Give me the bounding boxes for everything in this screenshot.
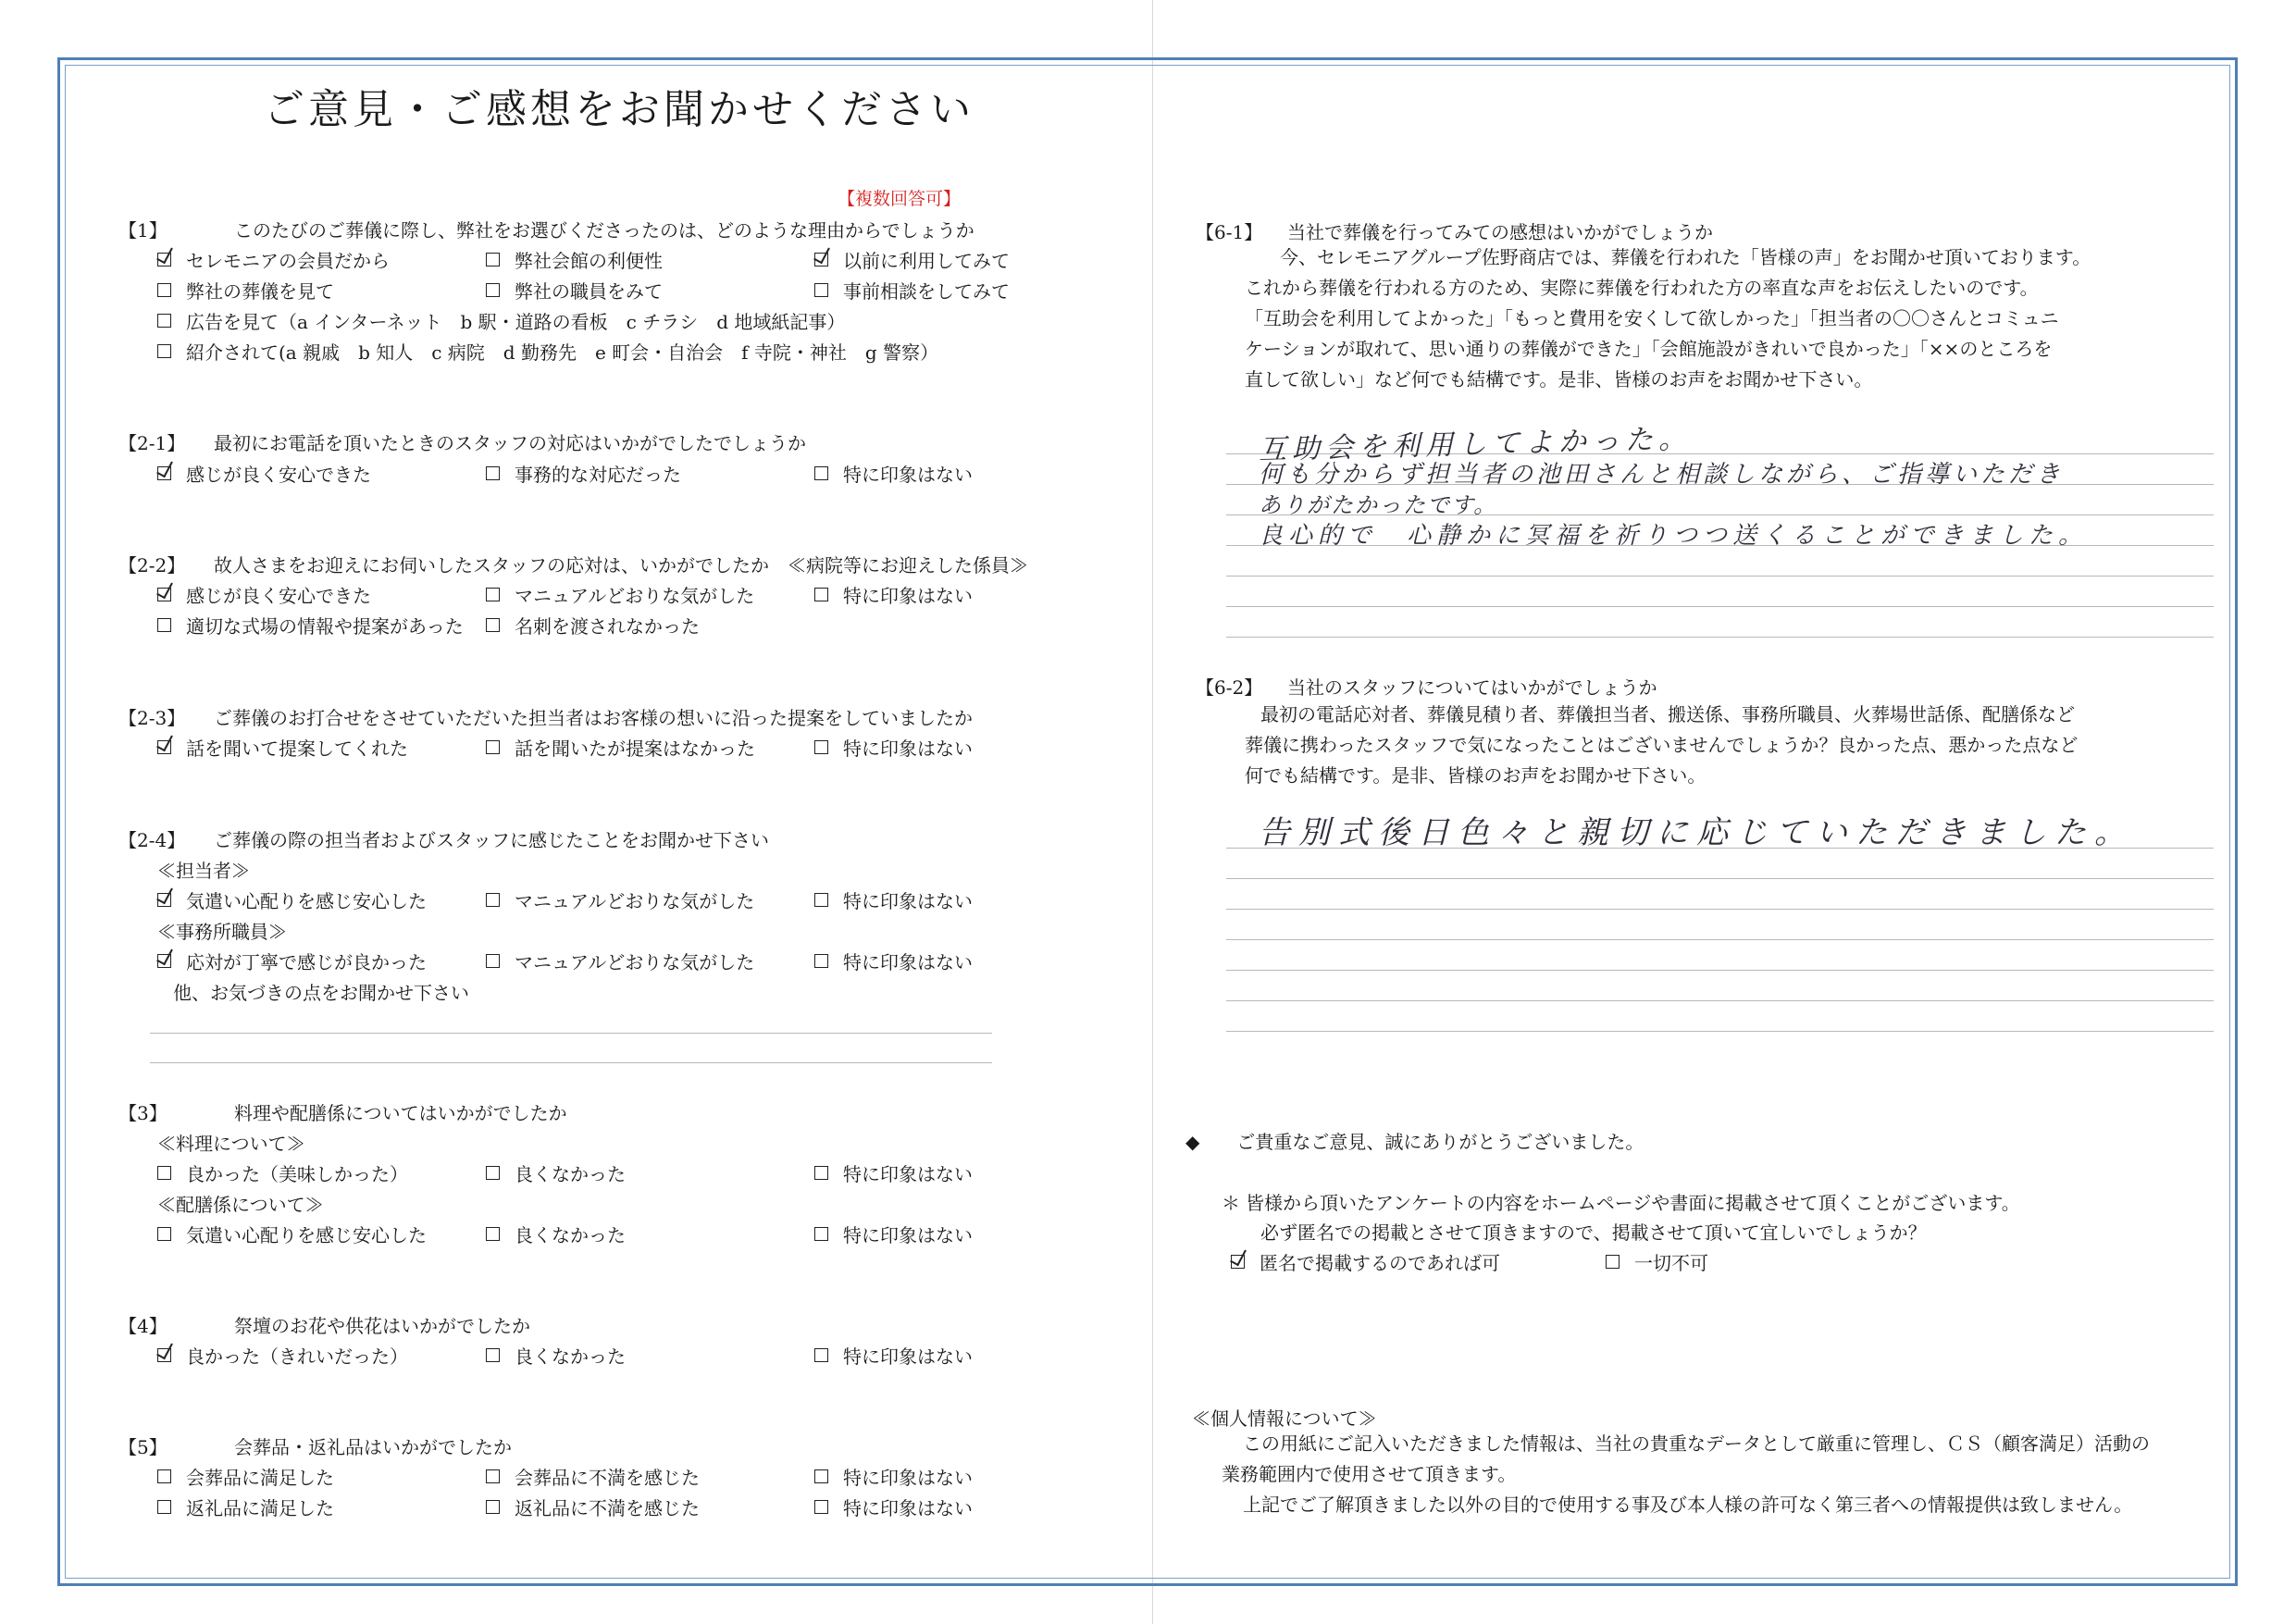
question-number: 【6-2】 bbox=[1196, 676, 1263, 699]
question-2-4 bbox=[118, 825, 769, 852]
question-text: ご葬儀の際の担当者およびスタッフに感じたことをお聞かせ下さい bbox=[214, 829, 769, 851]
q1-option-ad[interactable]: 広告を見て（a インターネット b 駅・道路の看板 c チラシ d 地域紙記事） bbox=[157, 307, 845, 334]
q22-option-good[interactable]: 感じが良く安心できた bbox=[157, 581, 371, 608]
q22-option-no-card[interactable]: 名刺を渡されなかった bbox=[486, 612, 700, 638]
checkbox[interactable] bbox=[157, 283, 171, 297]
checkbox[interactable] bbox=[814, 1348, 828, 1362]
q61-intro-line: 「互助会を利用してよかった」「もっと費用を安くして欲しかった」「担当者の〇〇さんとコミュニ bbox=[1245, 307, 2059, 329]
subheading-office-staff: ≪事務所職員≫ bbox=[157, 921, 287, 943]
question-2-1 bbox=[118, 428, 806, 455]
checkbox-checked[interactable] bbox=[157, 740, 171, 754]
question-number: 【4】 bbox=[118, 1315, 168, 1337]
q24-staff-option-caring[interactable]: 気遣い心配りを感じ安心した bbox=[157, 886, 427, 913]
answer-line[interactable] bbox=[1226, 939, 2214, 940]
question-2-2 bbox=[118, 551, 1028, 577]
handwritten-answer-line: ありがたかったです。 bbox=[1259, 492, 1498, 518]
subheading-servers: ≪配膳係について≫ bbox=[157, 1194, 324, 1216]
question-text: 料理や配膳係についてはいかがでしたか bbox=[234, 1102, 567, 1124]
q23-option-listened[interactable]: 話を聞いて提案してくれた bbox=[157, 734, 408, 761]
handwritten-answer-line: 互助会を利用してよかった。 bbox=[1258, 422, 1693, 467]
diamond-icon: ◆ bbox=[1185, 1131, 1200, 1153]
answer-line[interactable] bbox=[1226, 909, 2214, 910]
page-title: ご意見・ご感想をお聞かせください bbox=[264, 86, 974, 133]
answer-line[interactable] bbox=[1226, 1031, 2214, 1032]
q21-option-no-impression[interactable]: 特に印象はない bbox=[814, 460, 973, 487]
q5-option-gift-satisfied[interactable]: 会葬品に満足した bbox=[157, 1463, 334, 1490]
question-3 bbox=[118, 1098, 567, 1125]
checkbox-checked[interactable] bbox=[1231, 1255, 1245, 1269]
q23-option-no-proposal[interactable]: 話を聞いたが提案はなかった bbox=[486, 734, 755, 761]
checkbox[interactable] bbox=[814, 893, 828, 907]
question-2-3 bbox=[118, 703, 973, 730]
checkbox[interactable] bbox=[814, 1166, 828, 1180]
q5-option-return-no-impression[interactable]: 特に印象はない bbox=[814, 1494, 973, 1520]
q4-option-no-impression[interactable]: 特に印象はない bbox=[814, 1342, 973, 1369]
handwritten-answer-line: 告別式後日色々と親切に応じていただきました。 bbox=[1259, 814, 2134, 851]
q24-office-option-polite[interactable]: 応対が丁寧で感じが良かった bbox=[157, 948, 427, 974]
checkbox-checked[interactable] bbox=[157, 954, 171, 968]
q3-server-option-no-impression[interactable]: 特に印象はない bbox=[814, 1221, 973, 1247]
q1-option-staff[interactable]: 弊社の職員をみて bbox=[486, 277, 663, 304]
q1-option-member[interactable]: セレモニアの会員だから bbox=[157, 246, 390, 273]
q3-server-option-caring[interactable]: 気遣い心配りを感じ安心した bbox=[157, 1221, 427, 1247]
q24-office-option-manual[interactable]: マニュアルどおりな気がした bbox=[486, 948, 754, 974]
q61-intro-line: これから葬儀を行われる方のため、実際に葬儀を行われた方の率直な声をお伝えしたいのです。 bbox=[1245, 277, 2039, 299]
checkbox[interactable] bbox=[486, 740, 500, 754]
checkbox[interactable] bbox=[157, 344, 171, 358]
checkbox-checked[interactable] bbox=[157, 1348, 171, 1362]
checkbox[interactable] bbox=[486, 954, 500, 968]
checkbox[interactable] bbox=[157, 1166, 171, 1180]
q22-option-venue-info[interactable]: 適切な式場の情報や提案があった bbox=[157, 612, 464, 638]
q62-intro-line: 葬儀に携わったスタッフで気になったことはございませんでしょうか？良かった点、悪かった点など bbox=[1245, 734, 2079, 756]
checkbox[interactable] bbox=[814, 1469, 828, 1483]
q4-option-bad[interactable]: 良くなかった bbox=[486, 1342, 626, 1369]
checkbox[interactable] bbox=[486, 588, 500, 601]
question-number: 【5】 bbox=[118, 1436, 168, 1458]
q3-food-option-no-impression[interactable]: 特に印象はない bbox=[814, 1159, 973, 1186]
checkbox[interactable] bbox=[486, 893, 500, 907]
multiple-answer-note: 【複数回答可】 bbox=[838, 189, 962, 209]
checkbox[interactable] bbox=[814, 283, 828, 297]
checkbox[interactable] bbox=[157, 314, 171, 328]
q4-option-good[interactable]: 良かった（きれいだった） bbox=[157, 1342, 408, 1369]
q61-intro-line: 直して欲しい」など何でも結構です。是非、皆様のお声をお聞かせ下さい。 bbox=[1245, 368, 1873, 391]
q61-intro-line: ケーションが取れて、思い通りの葬儀ができた」「会館施設がきれいで良かった」「××のところを bbox=[1245, 338, 2053, 360]
checkbox[interactable] bbox=[814, 1500, 828, 1514]
question-6-1 bbox=[1196, 217, 1713, 244]
checkbox-checked[interactable] bbox=[157, 466, 171, 480]
q1-option-consultation[interactable]: 事前相談をしてみて bbox=[814, 277, 1010, 304]
answer-line[interactable] bbox=[1226, 1000, 2214, 1001]
checkbox[interactable] bbox=[486, 1500, 500, 1514]
publish-notice: ＊ 皆様から頂いたアンケートの内容をホームページや書面に掲載させて頂くことがございます。 bbox=[1222, 1192, 2020, 1214]
handwritten-answer-line: 良心的で 心静かに冥福を祈りつつ送くることができました。 bbox=[1259, 522, 2089, 550]
checkbox[interactable] bbox=[486, 283, 500, 297]
checkbox[interactable] bbox=[486, 618, 500, 632]
question-text: このたびのご葬儀に際し、弊社をお選びくださったのは、どのような理由からでしょうか bbox=[234, 219, 974, 242]
publish-option-anonymous[interactable]: 匿名で掲載するのであれば可 bbox=[1231, 1248, 1500, 1275]
question-text: 最初にお電話を頂いたときのスタッフの対応はいかがでしたでしょうか bbox=[214, 432, 806, 454]
comment-line[interactable] bbox=[150, 1033, 992, 1034]
privacy-line: 業務範囲内で使用させて頂きます。 bbox=[1222, 1463, 1517, 1485]
checkbox[interactable] bbox=[486, 253, 500, 267]
question-number: 【2-4】 bbox=[118, 829, 186, 851]
publish-option-refuse[interactable]: 一切不可 bbox=[1606, 1248, 1708, 1275]
question-4 bbox=[118, 1311, 530, 1338]
question-text: 当社のスタッフについてはいかがでしょうか bbox=[1287, 676, 1657, 699]
answer-line[interactable] bbox=[1226, 878, 2214, 879]
thanks-message: ◆ ご貴重なご意見、誠にありがとうございました。 bbox=[1185, 1131, 1644, 1153]
q1-option-hall[interactable]: 弊社会館の利便性 bbox=[486, 246, 663, 273]
q5-option-gift-dissatisfied[interactable]: 会葬品に不満を感じた bbox=[486, 1463, 700, 1490]
question-number: 【3】 bbox=[118, 1102, 168, 1124]
q3-food-option-good[interactable]: 良かった（美味しかった） bbox=[157, 1159, 408, 1186]
q23-option-no-impression[interactable]: 特に印象はない bbox=[814, 734, 973, 761]
q22-option-manual[interactable]: マニュアルどおりな気がした bbox=[486, 581, 754, 608]
q3-server-option-bad[interactable]: 良くなかった bbox=[486, 1221, 626, 1247]
q62-intro-line: 最初の電話応対者、葬儀見積り者、葬儀担当者、搬送係、事務所職員、火葬場世話係、配膳係など bbox=[1260, 703, 2075, 725]
q1-option-referral[interactable]: 紹介されて(a 親戚 b 知人 c 病院 d 勤務先 e 町会・自治会 f 寺院・神社 g 警察） bbox=[157, 338, 938, 365]
checkbox[interactable] bbox=[814, 588, 828, 601]
checkbox-checked[interactable] bbox=[157, 253, 171, 267]
answer-line[interactable] bbox=[1226, 606, 2214, 607]
answer-line[interactable] bbox=[1226, 970, 2214, 971]
q21-option-good[interactable]: 感じが良く安心できた bbox=[157, 460, 371, 487]
q1-option-used-before[interactable]: 以前に利用してみて bbox=[814, 246, 1010, 273]
question-1 bbox=[118, 216, 974, 242]
question-text: 故人さまをお迎えにお伺いしたスタッフの応対は、いかがでしたか ≪病院等にお迎えした係員≫ bbox=[214, 554, 1028, 576]
checkbox[interactable] bbox=[814, 954, 828, 968]
question-text: 当社で葬儀を行ってみての感想はいかがでしょうか bbox=[1287, 221, 1713, 243]
question-text: 祭壇のお花や供花はいかがでしたか bbox=[234, 1315, 530, 1337]
q5-option-return-dissatisfied[interactable]: 返礼品に不満を感じた bbox=[486, 1494, 700, 1520]
checkbox-checked[interactable] bbox=[157, 588, 171, 601]
comment-line[interactable] bbox=[150, 1062, 992, 1063]
privacy-line: 上記でご了解頂きました以外の目的で使用する事及び本人様の許可なく第三者への情報提供は致しません。 bbox=[1243, 1494, 2133, 1516]
q3-food-option-bad[interactable]: 良くなかった bbox=[486, 1159, 626, 1186]
question-text: ご葬儀のお打合せをさせていただいた担当者はお客様の想いに沿った提案をしていましたか bbox=[214, 707, 973, 729]
handwritten-answer-line: 何も分からず担当者の池田さんと相談しながら、ご指導いただき bbox=[1259, 461, 2065, 489]
privacy-heading: ≪個人情報について≫ bbox=[1192, 1407, 1377, 1430]
question-number: 【2-1】 bbox=[118, 432, 186, 454]
checkbox[interactable] bbox=[1606, 1255, 1620, 1269]
answer-line[interactable] bbox=[1226, 637, 2214, 638]
checkbox[interactable] bbox=[157, 1469, 171, 1483]
question-number: 【2-2】 bbox=[118, 554, 186, 576]
checkbox[interactable] bbox=[486, 1348, 500, 1362]
q62-intro-line: 何でも結構です。是非、皆様のお声をお聞かせ下さい。 bbox=[1245, 764, 1706, 787]
checkbox[interactable] bbox=[814, 740, 828, 754]
question-number: 【6-1】 bbox=[1196, 221, 1263, 243]
q24-staff-option-manual[interactable]: マニュアルどおりな気がした bbox=[486, 886, 754, 913]
publish-question: 必ず匿名での掲載とさせて頂きますので、掲載させて頂いて宜しいでしょうか？ bbox=[1260, 1221, 1927, 1244]
subheading-food: ≪料理について≫ bbox=[157, 1133, 305, 1155]
privacy-line: この用紙にご記入いただきました情報は、当社の貴重なデータとして厳重に管理し、ＣＳ（顧客満足）活動の bbox=[1243, 1432, 2150, 1455]
checkbox[interactable] bbox=[157, 1227, 171, 1241]
checkbox[interactable] bbox=[157, 1500, 171, 1514]
q1-option-saw-funeral[interactable]: 弊社の葬儀を見て bbox=[157, 277, 334, 304]
q24-staff-option-no-impression[interactable]: 特に印象はない bbox=[814, 886, 973, 913]
checkbox[interactable] bbox=[157, 618, 171, 632]
question-6-2 bbox=[1196, 673, 1657, 700]
checkbox[interactable] bbox=[814, 466, 828, 480]
subheading-staff-in-charge: ≪担当者≫ bbox=[157, 860, 250, 882]
checkbox[interactable] bbox=[486, 1166, 500, 1180]
checkbox[interactable] bbox=[486, 466, 500, 480]
q5-option-return-satisfied[interactable]: 返礼品に満足した bbox=[157, 1494, 334, 1520]
checkbox[interactable] bbox=[486, 1469, 500, 1483]
checkbox-checked[interactable] bbox=[157, 893, 171, 907]
q5-option-gift-no-impression[interactable]: 特に印象はない bbox=[814, 1463, 973, 1490]
checkbox-checked[interactable] bbox=[814, 253, 828, 267]
q21-option-businesslike[interactable]: 事務的な対応だった bbox=[486, 460, 681, 487]
question-number: 【2-3】 bbox=[118, 707, 186, 729]
checkbox[interactable] bbox=[814, 1227, 828, 1241]
asterisk-icon: ＊ bbox=[1222, 1192, 1240, 1214]
checkbox[interactable] bbox=[486, 1227, 500, 1241]
q22-option-no-impression[interactable]: 特に印象はない bbox=[814, 581, 973, 608]
other-comments-label: 他、お気づきの点をお聞かせ下さい bbox=[173, 982, 469, 1004]
question-number: 【1】 bbox=[118, 219, 168, 242]
q24-office-option-no-impression[interactable]: 特に印象はない bbox=[814, 948, 973, 974]
q61-intro-line: 今、セレモニアグループ佐野商店では、葬儀を行われた「皆様の声」をお聞かせ頂いております。 bbox=[1280, 246, 2091, 268]
question-5 bbox=[118, 1432, 512, 1459]
question-text: 会葬品・返礼品はいかがでしたか bbox=[234, 1436, 512, 1458]
